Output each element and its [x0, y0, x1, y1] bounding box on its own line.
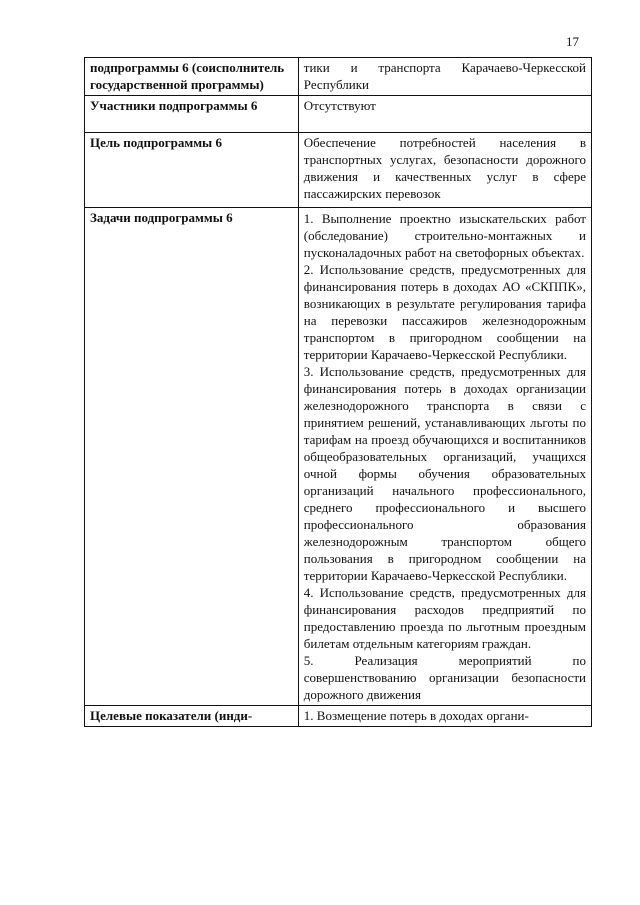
row-value-indicators: 1. Возмещение потерь в доходах органи-: [298, 706, 591, 727]
row-label-goal: Цель подпрограммы 6: [85, 133, 299, 208]
row-value-goal: Обеспечение потребностей населения в транспортных услугах, безопасности дорожного движения и качественных услуг в сфере пассажирских перевозок: [298, 133, 591, 208]
page-number: 17: [566, 34, 579, 49]
table-row-participants: [85, 96, 592, 133]
row-label-coexecutor: подпрограммы 6 (соисполнитель государственной программы): [85, 58, 299, 96]
row-value-tasks: [298, 208, 591, 706]
table-row-coexecutor: [85, 58, 592, 96]
task-item-1: 1. Выполнение проектно изыскательских работ (обследование) строительно-монтажных и пусконаладочных работ на светофорных объектах.: [303, 211, 586, 260]
task-item-2: 2. Использование средств, предусмотренных для финансирования потерь в доходах АО «СКППК», возникающих в результате регулирования тарифа на перевозки пассажиров железнодорожным транспортом в пригородном сообщении на территории Карачаево-Черкесской Республики.: [303, 262, 586, 362]
task-item-4: 4. Использование средств, предусмотренных для финансирования расходов предприятий по предоставлению проезда по льготным проездным билетам отдельным категориям граждан.: [303, 585, 586, 651]
table-row-goal: [85, 133, 592, 208]
task-item-5: 5. Реализация мероприятий по совершенствованию организации безопасности дорожного движения: [303, 653, 586, 702]
subprogram-passport-table: [84, 57, 592, 727]
row-value-coexecutor: тики и транспорта Карачаево-Черкесской Республики: [298, 58, 591, 96]
row-label-participants: Участники подпрограммы 6: [85, 96, 299, 133]
row-label-indicators: Целевые показатели (инди-: [85, 706, 299, 727]
row-value-participants: Отсутствуют: [298, 96, 591, 133]
row-label-tasks: Задачи подпрограммы 6: [85, 208, 299, 706]
table-row-indicators: [85, 706, 592, 727]
task-item-3: 3. Использование средств, предусмотренных для финансирования потерь в доходах организации железнодорожного транспорта в связи с принятием решений, устанавливающих льготы по тарифам на проезд обучающихся и воспитанников общеобразовательных организаций, учащихся очной формы обучения образовательных организаций начального профессионального, среднего профессионального и высшего профессионального образования железнодорожным транспортом общего пользования в пригородном сообщении на территории Карачаево-Черкесской Республики.: [303, 364, 586, 583]
table-row-tasks: [85, 208, 592, 706]
